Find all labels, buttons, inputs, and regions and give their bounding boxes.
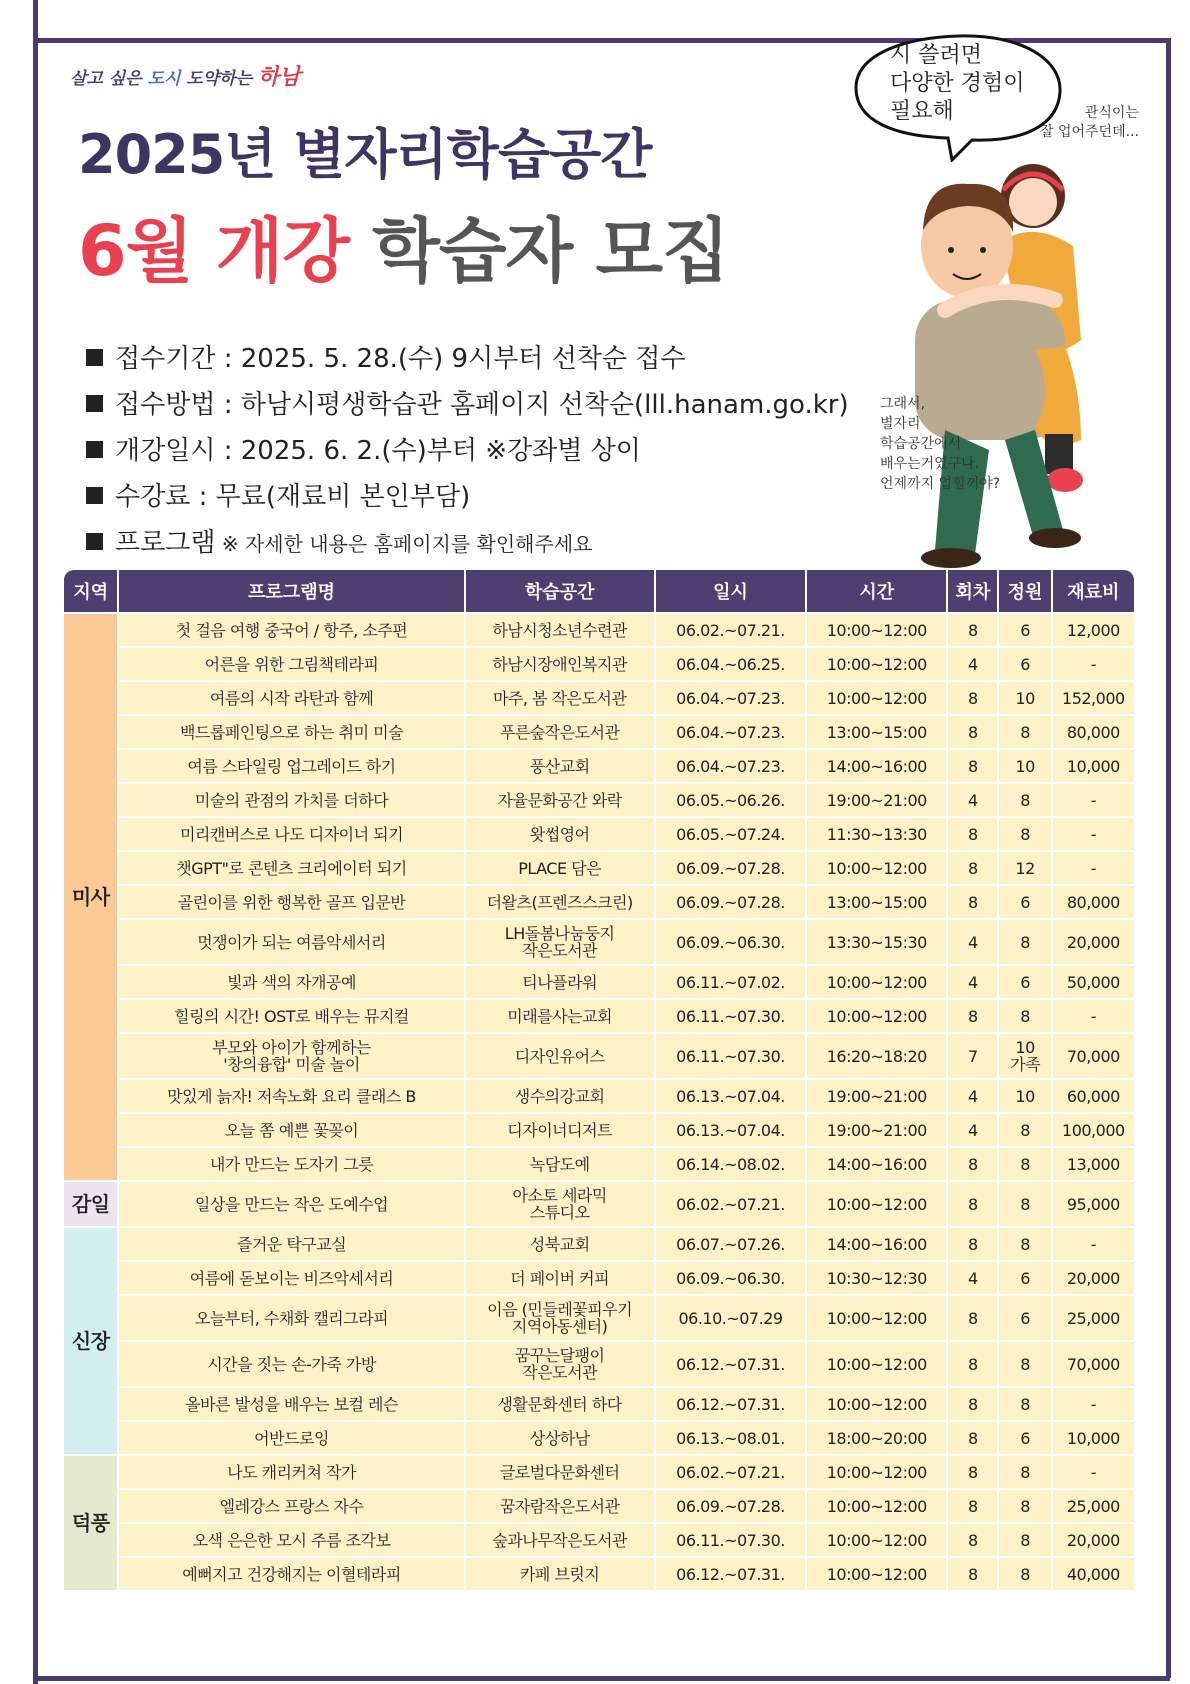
- sessions-cell: 8: [948, 1456, 997, 1488]
- venue-cell: 글로벌다문화센터: [466, 1456, 654, 1488]
- program-name-cell: 어반드로잉: [119, 1422, 463, 1454]
- capacity-cell: 10: [999, 682, 1050, 714]
- table-row: [64, 1456, 1134, 1488]
- table-row: [64, 1000, 1134, 1032]
- sessions-cell: 4: [948, 920, 997, 964]
- square-bullet-icon: [86, 487, 103, 504]
- sessions-cell: 8: [948, 1422, 997, 1454]
- table-row: [64, 1558, 1134, 1590]
- time-cell: 10:00~12:00: [807, 966, 946, 998]
- venue-cell: PLACE 담은: [466, 852, 654, 884]
- date-cell: 06.07.~07.26.: [656, 1228, 806, 1260]
- sessions-cell: 7: [948, 1034, 997, 1078]
- title-line1: 2025년 별자리학습공간: [78, 123, 652, 186]
- material-fee-cell: 12,000: [1053, 614, 1134, 646]
- material-fee-cell: 80,000: [1053, 886, 1134, 918]
- venue-cell: 디자이너디저트: [466, 1114, 654, 1146]
- date-cell: 06.11.~07.30.: [656, 1524, 806, 1556]
- table-row: [64, 1342, 1134, 1386]
- capacity-cell: 6: [999, 1296, 1050, 1340]
- handwritten-note-top: 관식이는 잘 업어주던데...: [1040, 105, 1139, 140]
- sessions-cell: 8: [948, 852, 997, 884]
- table-header-row: [64, 570, 1134, 612]
- venue-cell: 녹담도예: [466, 1148, 654, 1180]
- material-fee-cell: 60,000: [1053, 1080, 1134, 1112]
- info-row: [86, 336, 849, 382]
- capacity-cell: 8: [999, 1228, 1050, 1260]
- speech-bubble-text: 시 쓸려면 다양한 경험이 필요해: [890, 43, 1025, 124]
- material-fee-cell: 100,000: [1053, 1114, 1134, 1146]
- square-bullet-icon: [86, 533, 103, 550]
- venue-cell: 더 페이버 커피: [466, 1262, 654, 1294]
- sessions-cell: 8: [948, 1558, 997, 1590]
- time-cell: 13:00~15:00: [807, 886, 946, 918]
- program-name-cell: 오색 은은한 모시 주름 조각보: [119, 1524, 463, 1556]
- table-row: [64, 1114, 1134, 1146]
- date-cell: 06.02.~07.21.: [656, 614, 806, 646]
- sessions-cell: 8: [948, 614, 997, 646]
- table-row: [64, 682, 1134, 714]
- material-fee-cell: 13,000: [1053, 1148, 1134, 1180]
- date-cell: 06.05.~06.26.: [656, 784, 806, 816]
- sessions-cell: 4: [948, 648, 997, 680]
- date-cell: 06.09.~06.30.: [656, 1262, 806, 1294]
- venue-cell: 생활문화센터 하다: [466, 1388, 654, 1420]
- program-name-cell: 여름에 돋보이는 비즈악세서리: [119, 1262, 463, 1294]
- info-text: 수강료 : 무료(재료비 본인부담): [115, 482, 471, 512]
- frame-right-border: [1166, 38, 1171, 1678]
- sessions-cell: 8: [948, 716, 997, 748]
- venue-cell: 꿈자람작은도서관: [466, 1490, 654, 1522]
- region-cell: 미사: [64, 614, 117, 1180]
- table-row: [64, 886, 1134, 918]
- capacity-cell: 8: [999, 920, 1050, 964]
- time-cell: 13:30~15:30: [807, 920, 946, 964]
- handwritten-note-bottom: 그래서, 별자리 학습공간에서 배우는거였구나. 언제까지 업힐꺼야?: [880, 396, 1001, 492]
- sessions-cell: 8: [948, 1148, 997, 1180]
- date-cell: 06.02.~07.21.: [656, 1456, 806, 1488]
- material-fee-cell: -: [1053, 784, 1134, 816]
- venue-cell: 꿈꾸는달팽이 작은도서관: [466, 1342, 654, 1386]
- table-row: [64, 1034, 1134, 1078]
- program-name-cell: 미술의 관점의 가치를 더하다: [119, 784, 463, 816]
- table-row: [64, 1388, 1134, 1420]
- sessions-cell: 8: [948, 1490, 997, 1522]
- table-row: [64, 852, 1134, 884]
- venue-cell: 마주, 봄 작은도서관: [466, 682, 654, 714]
- sessions-cell: 4: [948, 966, 997, 998]
- program-name-cell: 골린이를 위한 행복한 골프 입문반: [119, 886, 463, 918]
- sessions-cell: 8: [948, 1000, 997, 1032]
- material-fee-cell: 25,000: [1053, 1490, 1134, 1522]
- material-fee-cell: 40,000: [1053, 1558, 1134, 1590]
- capacity-cell: 8: [999, 818, 1050, 850]
- capacity-cell: 8: [999, 1388, 1050, 1420]
- venue-cell: 하남시장애인복지관: [466, 648, 654, 680]
- info-text: 접수방법 : 하남시평생학습관 홈페이지 선착순(lll.hanam.go.kr): [115, 390, 849, 420]
- capacity-cell: 10 가족: [999, 1034, 1050, 1078]
- date-cell: 06.13.~07.04.: [656, 1114, 806, 1146]
- time-cell: 10:00~12:00: [807, 1456, 946, 1488]
- header-program: 프로그램명: [119, 570, 463, 612]
- capacity-cell: 8: [999, 1558, 1050, 1590]
- venue-cell: 왓썹영어: [466, 818, 654, 850]
- date-cell: 06.13.~08.01.: [656, 1422, 806, 1454]
- time-cell: 10:00~12:00: [807, 1490, 946, 1522]
- material-fee-cell: 70,000: [1053, 1342, 1134, 1386]
- date-cell: 06.02.~07.21.: [656, 1182, 806, 1226]
- capacity-cell: 6: [999, 886, 1050, 918]
- sessions-cell: 8: [948, 1388, 997, 1420]
- time-cell: 14:00~16:00: [807, 1148, 946, 1180]
- table-row: [64, 1490, 1134, 1522]
- time-cell: 19:00~21:00: [807, 1080, 946, 1112]
- table-row: [64, 1296, 1134, 1340]
- table-row: [64, 818, 1134, 850]
- sessions-cell: 8: [948, 1296, 997, 1340]
- material-fee-cell: 95,000: [1053, 1182, 1134, 1226]
- date-cell: 06.09.~07.28.: [656, 1490, 806, 1522]
- date-cell: 06.10.~07.29: [656, 1296, 806, 1340]
- program-name-cell: 엘레강스 프랑스 자수: [119, 1490, 463, 1522]
- program-table: [62, 568, 1136, 1592]
- table-row: [64, 716, 1134, 748]
- info-list: [86, 336, 849, 566]
- material-fee-cell: 50,000: [1053, 966, 1134, 998]
- capacity-cell: 8: [999, 716, 1050, 748]
- title-rest: 학습자 모집: [348, 210, 729, 292]
- time-cell: 10:00~12:00: [807, 614, 946, 646]
- program-name-cell: 내가 만드는 도자기 그릇: [119, 1148, 463, 1180]
- date-cell: 06.09.~06.30.: [656, 920, 806, 964]
- header-capacity: 정원: [999, 570, 1050, 612]
- time-cell: 10:30~12:30: [807, 1262, 946, 1294]
- date-cell: 06.09.~07.28.: [656, 852, 806, 884]
- venue-cell: 더왈츠(프렌즈스크린): [466, 886, 654, 918]
- info-row: [86, 428, 849, 474]
- date-cell: 06.04.~07.23.: [656, 716, 806, 748]
- capacity-cell: 8: [999, 1524, 1050, 1556]
- title-highlight: 6월 개강: [78, 210, 349, 292]
- material-fee-cell: 25,000: [1053, 1296, 1134, 1340]
- title-line2: [78, 195, 729, 296]
- program-name-cell: 여름 스타일링 업그레이드 하기: [119, 750, 463, 782]
- time-cell: 10:00~12:00: [807, 852, 946, 884]
- frame-left-border: [33, 0, 38, 1684]
- material-fee-cell: -: [1053, 648, 1134, 680]
- date-cell: 06.11.~07.30.: [656, 1000, 806, 1032]
- venue-cell: 풍산교회: [466, 750, 654, 782]
- slogan-brand: 하남: [257, 65, 301, 90]
- info-text: 접수기간 : 2025. 5. 28.(수) 9시부터 선착순 접수: [115, 344, 686, 374]
- capacity-cell: 8: [999, 1342, 1050, 1386]
- frame-bottom-border: [33, 1676, 1170, 1681]
- program-name-cell: 오늘 쫌 예쁜 꽃꽂이: [119, 1114, 463, 1146]
- program-name-cell: 여름의 시작 라탄과 함께: [119, 682, 463, 714]
- program-name-cell: 어른을 위한 그림책테라피: [119, 648, 463, 680]
- material-fee-cell: -: [1053, 1456, 1134, 1488]
- date-cell: 06.14.~08.02.: [656, 1148, 806, 1180]
- date-cell: 06.04.~06.25.: [656, 648, 806, 680]
- slogan-part2: 도약하는: [180, 69, 258, 89]
- capacity-cell: 6: [999, 966, 1050, 998]
- time-cell: 19:00~21:00: [807, 784, 946, 816]
- time-cell: 10:00~12:00: [807, 1182, 946, 1226]
- venue-cell: 이음 (민들레꽃피우기 지역아동센터): [466, 1296, 654, 1340]
- date-cell: 06.11.~07.30.: [656, 1034, 806, 1078]
- capacity-cell: 8: [999, 1490, 1050, 1522]
- header-sessions: 회차: [948, 570, 997, 612]
- table-row: [64, 1080, 1134, 1112]
- time-cell: 19:00~21:00: [807, 1114, 946, 1146]
- program-name-cell: 일상을 만드는 작은 도예수업: [119, 1182, 463, 1226]
- material-fee-cell: 10,000: [1053, 1422, 1134, 1454]
- date-cell: 06.09.~07.28.: [656, 886, 806, 918]
- date-cell: 06.12.~07.31.: [656, 1342, 806, 1386]
- program-name-cell: 올바른 발성을 배우는 보컬 레슨: [119, 1388, 463, 1420]
- header-date: 일시: [656, 570, 806, 612]
- table-row: [64, 1524, 1134, 1556]
- sessions-cell: 4: [948, 784, 997, 816]
- time-cell: 10:00~12:00: [807, 1524, 946, 1556]
- table-row: [64, 1148, 1134, 1180]
- program-name-cell: 멋쟁이가 되는 여름악세서리: [119, 920, 463, 964]
- program-name-cell: 시간을 짓는 손-가죽 가방: [119, 1342, 463, 1386]
- program-name-cell: 첫 걸음 여행 중국어 / 항주, 소주편: [119, 614, 463, 646]
- venue-cell: 티나플라워: [466, 966, 654, 998]
- date-cell: 06.11.~07.02.: [656, 966, 806, 998]
- program-name-cell: 백드롭페인팅으로 하는 취미 미술: [119, 716, 463, 748]
- table-row: [64, 648, 1134, 680]
- sessions-cell: 8: [948, 818, 997, 850]
- table-row: [64, 614, 1134, 646]
- info-text: 프로그램: [115, 528, 216, 558]
- city-slogan-logo: [70, 60, 300, 91]
- table-row: [64, 784, 1134, 816]
- time-cell: 10:00~12:00: [807, 1296, 946, 1340]
- capacity-cell: 8: [999, 1000, 1050, 1032]
- capacity-cell: 8: [999, 1456, 1050, 1488]
- material-fee-cell: -: [1053, 1388, 1134, 1420]
- material-fee-cell: 20,000: [1053, 1262, 1134, 1294]
- material-fee-cell: 152,000: [1053, 682, 1134, 714]
- slogan-part1: 살고 싶은: [70, 69, 148, 89]
- material-fee-cell: 10,000: [1053, 750, 1134, 782]
- info-note: ※ 자세한 내용은 홈페이지를 확인해주세요: [215, 532, 593, 556]
- program-name-cell: 나도 캐리커쳐 작가: [119, 1456, 463, 1488]
- capacity-cell: 8: [999, 784, 1050, 816]
- date-cell: 06.12.~07.31.: [656, 1388, 806, 1420]
- venue-cell: 성북교회: [466, 1228, 654, 1260]
- sessions-cell: 8: [948, 1342, 997, 1386]
- venue-cell: 미래를사는교회: [466, 1000, 654, 1032]
- region-cell: 신장: [64, 1228, 117, 1454]
- program-name-cell: 미리캔버스로 나도 디자이너 되기: [119, 818, 463, 850]
- square-bullet-icon: [86, 441, 103, 458]
- sessions-cell: 4: [948, 1080, 997, 1112]
- table-row: [64, 920, 1134, 964]
- program-name-cell: 오늘부터, 수채화 캘리그라피: [119, 1296, 463, 1340]
- time-cell: 10:00~12:00: [807, 1388, 946, 1420]
- time-cell: 13:00~15:00: [807, 716, 946, 748]
- material-fee-cell: 20,000: [1053, 920, 1134, 964]
- time-cell: 10:00~12:00: [807, 1342, 946, 1386]
- material-fee-cell: -: [1053, 1228, 1134, 1260]
- program-name-cell: 힐링의 시간! OST로 배우는 뮤지컬: [119, 1000, 463, 1032]
- venue-cell: 디자인유어스: [466, 1034, 654, 1078]
- capacity-cell: 8: [999, 1148, 1050, 1180]
- header-region: 지역: [64, 570, 117, 612]
- sessions-cell: 8: [948, 1228, 997, 1260]
- header-time: 시간: [807, 570, 946, 612]
- date-cell: 06.13.~07.04.: [656, 1080, 806, 1112]
- sessions-cell: 4: [948, 1262, 997, 1294]
- sessions-cell: 8: [948, 1524, 997, 1556]
- material-fee-cell: -: [1053, 818, 1134, 850]
- capacity-cell: 6: [999, 1422, 1050, 1454]
- material-fee-cell: -: [1053, 852, 1134, 884]
- table-row: [64, 1228, 1134, 1260]
- header-venue: 학습공간: [466, 570, 654, 612]
- time-cell: 16:20~18:20: [807, 1034, 946, 1078]
- region-cell: 덕풍: [64, 1456, 117, 1590]
- table-row: [64, 1422, 1134, 1454]
- venue-cell: 자율문화공간 와락: [466, 784, 654, 816]
- program-name-cell: 예뻐지고 건강해지는 이혈테라피: [119, 1558, 463, 1590]
- info-text: 개강일시 : 2025. 6. 2.(수)부터 ※강좌별 상이: [115, 436, 641, 466]
- venue-cell: 푸른숲작은도서관: [466, 716, 654, 748]
- capacity-cell: 8: [999, 1182, 1050, 1226]
- time-cell: 18:00~20:00: [807, 1422, 946, 1454]
- table-row: [64, 750, 1134, 782]
- region-cell: 감일: [64, 1182, 117, 1226]
- material-fee-cell: 70,000: [1053, 1034, 1134, 1078]
- time-cell: 14:00~16:00: [807, 1228, 946, 1260]
- info-row: [86, 474, 849, 520]
- venue-cell: 숲과나무작은도서관: [466, 1524, 654, 1556]
- info-row: [86, 520, 849, 566]
- capacity-cell: 6: [999, 614, 1050, 646]
- capacity-cell: 6: [999, 1262, 1050, 1294]
- time-cell: 14:00~16:00: [807, 750, 946, 782]
- capacity-cell: 6: [999, 648, 1050, 680]
- program-name-cell: 맛있게 늙자! 저속노화 요리 클래스 B: [119, 1080, 463, 1112]
- table-row: [64, 966, 1134, 998]
- venue-cell: 아소토 세라믹 스튜디오: [466, 1182, 654, 1226]
- capacity-cell: 8: [999, 1114, 1050, 1146]
- sessions-cell: 4: [948, 1114, 997, 1146]
- sessions-cell: 8: [948, 886, 997, 918]
- venue-cell: 생수의강교회: [466, 1080, 654, 1112]
- date-cell: 06.12.~07.31.: [656, 1558, 806, 1590]
- venue-cell: 카페 브릿지: [466, 1558, 654, 1590]
- table-row: [64, 1262, 1134, 1294]
- program-name-cell: 부모와 아이가 함께하는 '창의융합' 미술 놀이: [119, 1034, 463, 1078]
- header-material-fee: 재료비: [1053, 570, 1134, 612]
- venue-cell: LH돌봄나눔둥지 작은도서관: [466, 920, 654, 964]
- sessions-cell: 8: [948, 1182, 997, 1226]
- capacity-cell: 12: [999, 852, 1050, 884]
- material-fee-cell: 20,000: [1053, 1524, 1134, 1556]
- time-cell: 10:00~12:00: [807, 648, 946, 680]
- venue-cell: 상상하남: [466, 1422, 654, 1454]
- time-cell: 10:00~12:00: [807, 682, 946, 714]
- square-bullet-icon: [86, 395, 103, 412]
- venue-cell: 하남시청소년수련관: [466, 614, 654, 646]
- date-cell: 06.04.~07.23.: [656, 682, 806, 714]
- program-name-cell: 즐거운 탁구교실: [119, 1228, 463, 1260]
- date-cell: 06.05.~07.24.: [656, 818, 806, 850]
- square-bullet-icon: [86, 349, 103, 366]
- capacity-cell: 10: [999, 1080, 1050, 1112]
- info-row: [86, 382, 849, 428]
- time-cell: 10:00~12:00: [807, 1000, 946, 1032]
- time-cell: 11:30~13:30: [807, 818, 946, 850]
- slogan-city: 도시: [147, 69, 181, 89]
- time-cell: 10:00~12:00: [807, 1558, 946, 1590]
- date-cell: 06.04.~07.23.: [656, 750, 806, 782]
- table-row: [64, 1182, 1134, 1226]
- material-fee-cell: 80,000: [1053, 716, 1134, 748]
- sessions-cell: 8: [948, 682, 997, 714]
- material-fee-cell: -: [1053, 1000, 1134, 1032]
- sessions-cell: 8: [948, 750, 997, 782]
- program-name-cell: 챗GPT"로 콘텐츠 크리에이터 되기: [119, 852, 463, 884]
- piggyback-couple-illustration: [905, 150, 1105, 570]
- capacity-cell: 10: [999, 750, 1050, 782]
- program-name-cell: 빛과 색의 자개공예: [119, 966, 463, 998]
